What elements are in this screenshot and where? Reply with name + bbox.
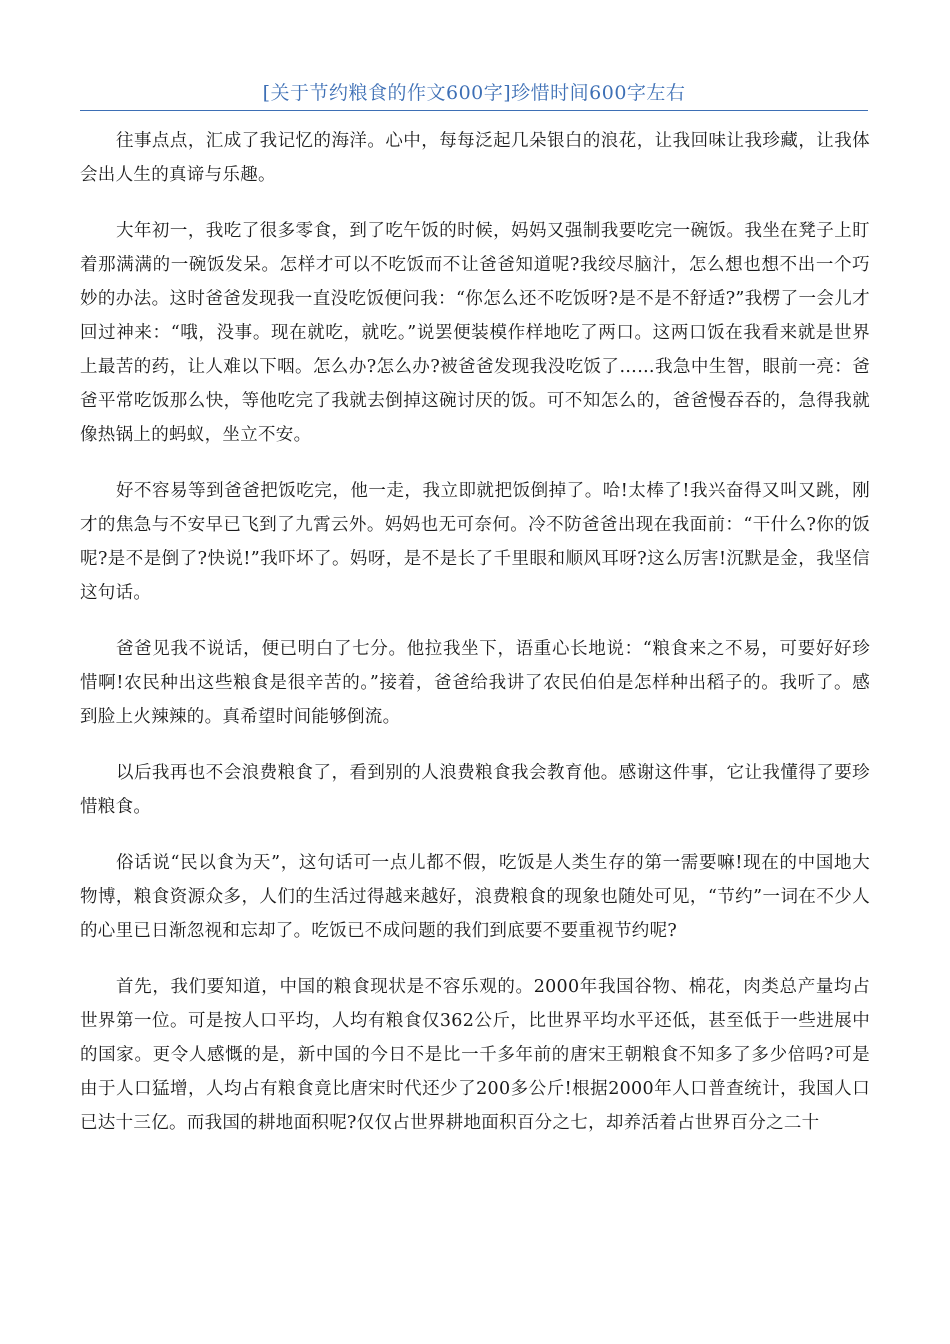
document-body <box>80 124 870 1162</box>
paragraph: 好不容易等到爸爸把饭吃完，他一走，我立即就把饭倒掉了。哈!太棒了!我兴奋得又叫又跳，刚才的焦急与不安早已飞到了九霄云外。妈妈也无可奈何。冷不防爸爸出现在我面前：“干什么?你的饭呢?是不是倒了?快说!”我吓坏了。妈呀，是不是长了千里眼和顺风耳呀?这么厉害!沉默是金，我坚信这句话。 <box>80 481 870 603</box>
paragraph: 大年初一，我吃了很多零食，到了吃午饭的时候，妈妈又强制我要吃完一碗饭。我坐在凳子上盯着那满满的一碗饭发呆。怎样才可以不吃饭而不让爸爸知道呢?我绞尽脑汁，怎么想也想不出一个巧妙的办法。这时爸爸发现我一直没吃饭便问我：“你怎么还不吃饭呀?是不是不舒适?”我楞了一会儿才回过神来：“哦，没事。现在就吃，就吃。”说罢便装模作样地吃了两口。这两口饭在我看来就是世界上最苦的药，让人难以下咽。怎么办?怎么办?被爸爸发现我没吃饭了……我急中生智，眼前一亮：爸爸平常吃饭那么快，等他吃完了我就去倒掉这碗讨厌的饭。可不知怎么的，爸爸慢吞吞的，急得我就像热锅上的蚂蚁，坐立不安。 <box>80 221 870 445</box>
paragraph: 往事点点，汇成了我记忆的海洋。心中，每每泛起几朵银白的浪花，让我回味让我珍藏，让我体会出人生的真谛与乐趣。 <box>80 131 870 185</box>
paragraph: 爸爸见我不说话，便已明白了七分。他拉我坐下，语重心长地说：“粮食来之不易，可要好好珍惜啊!农民种出这些粮食是很辛苦的。”接着，爸爸给我讲了农民伯伯是怎样种出稻子的。我听了。感到脸上火辣辣的。真希望时间能够倒流。 <box>80 639 870 727</box>
paragraph: 俗话说“民以食为天”，这句话可一点儿都不假，吃饭是人类生存的第一需要嘛!现在的中国地大物博，粮食资源众多，人们的生活过得越来越好，浪费粮食的现象也随处可见，“节约”一词在不少人的心里已日渐忽视和忘却了。吃饭已不成问题的我们到底要不要重视节约呢? <box>80 853 870 941</box>
paragraph: 首先，我们要知道，中国的粮食现状是不容乐观的。2000年我国谷物、棉花，肉类总产量均占世界第一位。可是按人口平均，人均有粮食仅362公斤，比世界平均水平还低，甚至低于一些进展中的国家。更令人感慨的是，新中国的今日不是比一千多年前的唐宋王朝粮食不知多了多少倍吗?可是由于人口猛增，人均占有粮食竟比唐宋时代还少了200多公斤!根据2000年人口普查统计，我国人口已达十三亿。而我国的耕地面积呢?仅仅占世界耕地面积百分之七，却养活着占世界百分之二十 <box>80 977 870 1133</box>
paragraph: 以后我再也不会浪费粮食了，看到别的人浪费粮食我会教育他。感谢这件事，它让我懂得了要珍惜粮食。 <box>80 763 870 817</box>
document-title: [关于节约粮食的作文600字]珍惜时间600字左右 <box>262 82 686 104</box>
document-header <box>80 78 868 111</box>
